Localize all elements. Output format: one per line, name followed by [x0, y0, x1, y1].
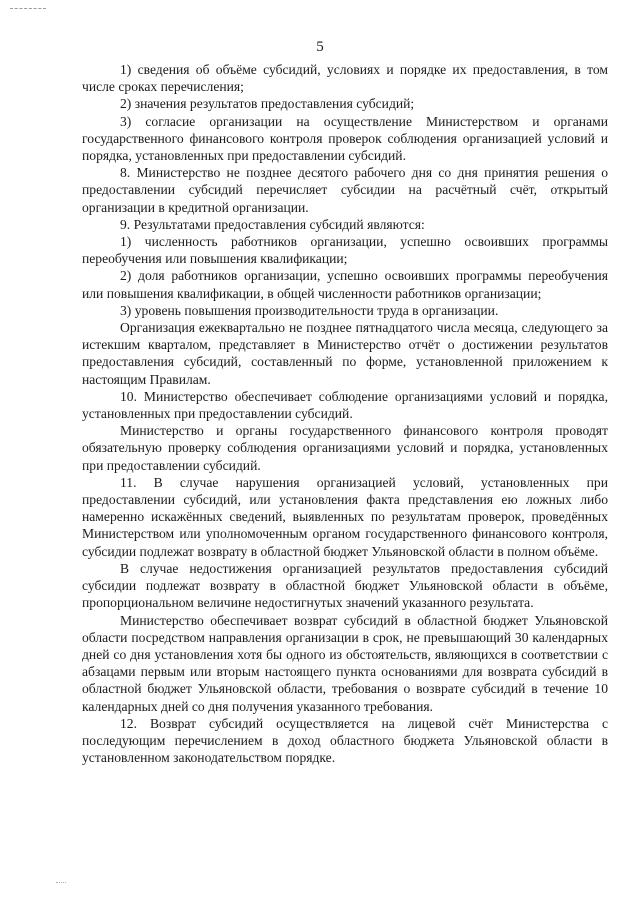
paragraph-item-3-audit-consent: 3) согласие организации на осуществление Министерством и органами государственного финансового контроля проверок соблюдения организацией условий и порядка, установленных при предоставлении субсидий. — [82, 113, 608, 164]
scan-artifact-dots — [56, 882, 66, 883]
paragraph-clause-9: 9. Результатами предоставления субсидий являются: — [120, 216, 425, 232]
paragraph-clause-12: 12. Возврат субсидий осуществляется на лицевой счёт Министерства с последующим перечислением в доход областного бюджета Ульяновской области в установленном законодательством порядке. — [82, 715, 608, 766]
paragraph-item-2-result-values: 2) значения результатов предоставления субсидий; — [120, 96, 415, 112]
scan-artifact-mark — [10, 8, 46, 9]
paragraph-result-3: 3) уровень повышения производительности труда в организации. — [120, 302, 499, 318]
paragraph-mandatory-audit: Министерство и органы государственного финансового контроля проводят обязательную проверку соблюдения организациями условий и порядка, установленных при предоставлении субсидий. — [82, 423, 608, 473]
paragraph-result-2: 2) доля работников организации, успешно освоивших программы переобучения или повышения квалификации, в общей численности работников организации; — [82, 268, 608, 301]
paragraph-quarterly-report: Организация ежеквартально не позднее пятнадцатого числа месяца, следующего за истекшим кварталом, представляет в Министерство отчёт о достижении результатов предоставления субсидий, составленный по форме, установленной приложением к настоящим Правилам. — [82, 320, 608, 387]
paragraph-clause-8: 8. Министерство не позднее десятого рабочего дня со дня принятия решения о предоставлении субсидий перечисляет субсидии на расчётный счёт, открытый организации в кредитной организации. — [82, 165, 608, 215]
page-number: 5 — [316, 39, 324, 55]
paragraph-clause-10: 10. Министерство обеспечивает соблюдение организациями условий и порядка, установленных при предоставлении субсидий. — [82, 388, 608, 422]
paragraph-clause-11: 11. В случае нарушения организацией условий, установленных при предоставлении субсидий, или установления факта представления ею ложных либо намеренно искажённых сведений, выявленных по результатам проверок, проведённых Министерством или уполномоченным органом государственного финансового контроля, субсидии подлежат возврату в областной бюджет Ульяновской области в полном объёме. — [82, 474, 608, 559]
paragraph-refund-procedure: Министерство обеспечивает возврат субсидий в областной бюджет Ульяновской области посредством направления организации в срок, не превышающий 30 календарных дней со дня установления хотя бы одного из обстоятельств, являющихся в соответствии с абзацами первым или вторым настоящего пункта основаниями для возврата субсидий в областной бюджет Ульяновской области, требования о возврате субсидий в течение 10 календарных дней со дня получения указанного требования. — [82, 612, 608, 714]
paragraph-underachievement-refund: В случае недостижения организацией результатов предоставления субсидий субсидии подлежат возврату в областной бюджет Ульяновской области в объёме, пропорциональном величине недостигнутых значений указанного результата. — [82, 560, 608, 611]
paragraph-item-1-report-info: 1) сведения об объёме субсидий, условиях и порядке их предоставления, в том числе сроках перечисления; — [82, 62, 608, 95]
paragraph-result-1: 1) численность работников организации, успешно освоивших программы переобучения или повышения квалификации; — [82, 234, 608, 267]
document-body — [82, 61, 608, 766]
